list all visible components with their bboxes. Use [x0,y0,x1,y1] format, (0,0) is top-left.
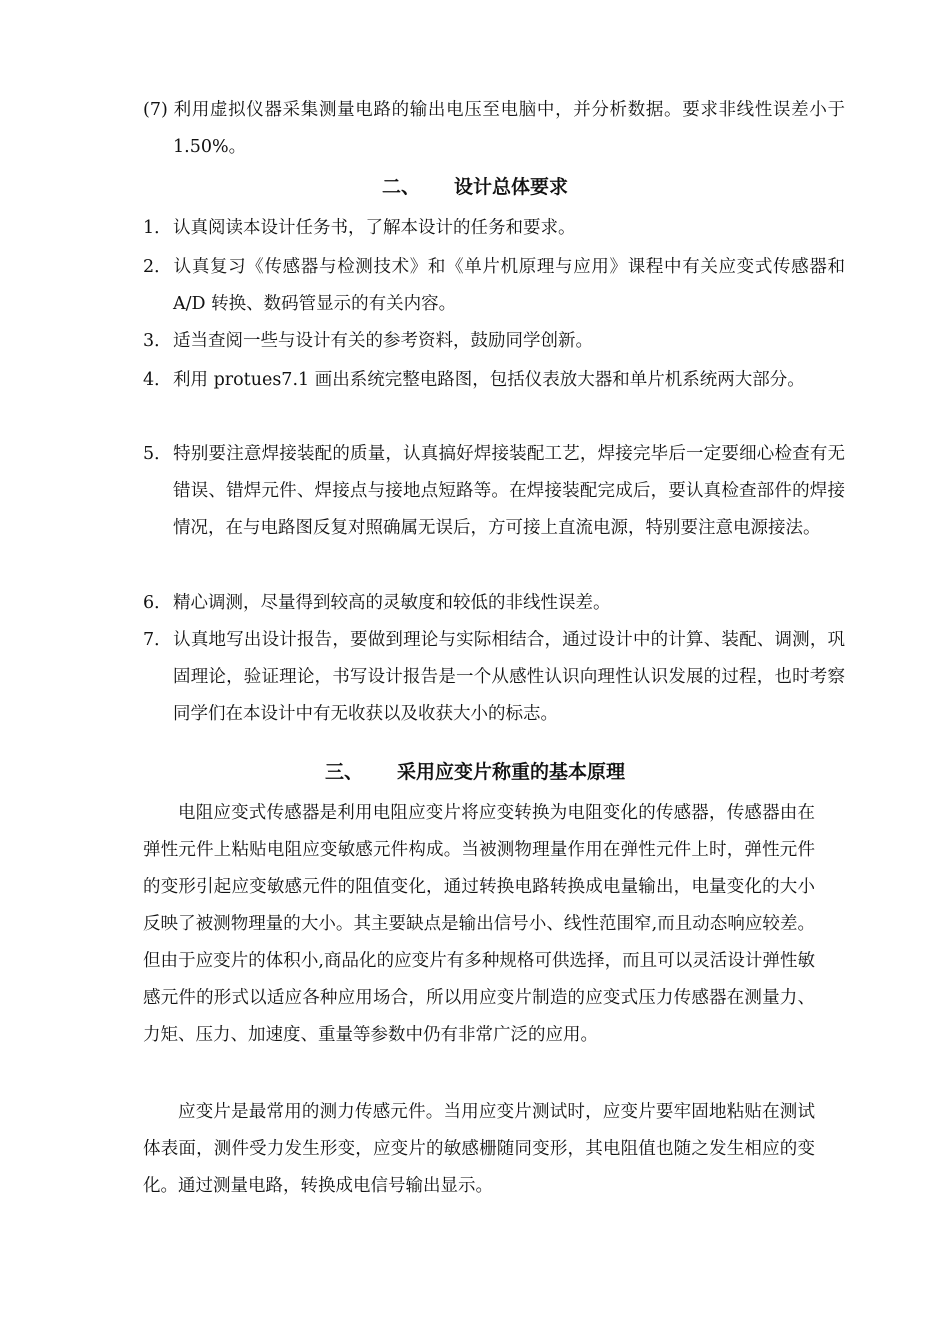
section-number: 二、 [381,176,420,198]
body-paragraph: 应变片是最常用的测力传感元件。当用应变片测试时，应变片要牢固地粘贴在测试体表面，测件受力发生形变，应变片的敏感栅随同变形，其电阻值也随之发生相应的变化。通过测量电路，转换成电信号输出显示。 [143,1102,815,1196]
list-item-number: 1． [143,218,172,238]
list-item-text: 利用虚拟仪器采集测量电路的输出电压至电脑中，并分析数据。要求非线性误差小于 1.50%。 [173,100,845,157]
section-heading-3 [0,757,950,784]
list-item-text: 利用 protues7.1 画出系统完整电路图，包括仪表放大器和单片机系统两大部分。 [173,370,805,390]
section-number: 三、 [324,761,363,783]
list-item-text: 认真阅读本设计任务书，了解本设计的任务和要求。 [173,218,576,238]
section-heading-2 [0,172,950,199]
list-item-number: 4． [143,370,172,390]
list-item [143,323,845,360]
list-item-number: 5． [143,444,172,464]
list-item-text: 适当查阅一些与设计有关的参考资料，鼓励同学创新。 [173,331,593,351]
list-item-number: 6． [143,593,172,613]
list-item-number: (7) [143,100,168,120]
list-item-number: 2． [143,257,172,277]
list-item-text: 精心调测，尽量得到较高的灵敏度和较低的非线性误差。 [173,593,611,613]
body-paragraph: 电阻应变式传感器是利用电阻应变片将应变转换为电阻变化的传感器，传感器由在弹性元件上粘贴电阻应变敏感元件构成。当被测物理量作用在弹性元件上时，弹性元件的变形引起应变敏感元件的阻值变化，通过转换电路转换成电量输出，电量变化的大小反映了被测物理量的大小。其主要缺点是输出信号小、线性范围窄,而且动态响应较差。但由于应变片的体积小,商品化的应变片有多种规格可供选择，而且可以灵活设计弹性敏感元件的形式以适应各种应用场合，所以用应变片制造的应变式压力传感器在测量力、力矩、压力、加速度、重量等参数中仍有非常广泛的应用。 [143,803,815,1045]
list-item [143,210,845,247]
list-item-text: 特别要注意焊接装配的质量，认真搞好焊接装配工艺，焊接完毕后一定要细心检查有无错误、错焊元件、焊接点与接地点短路等。在焊接装配完成后，要认真检查部件的焊接情况，在与电路图反复对照确属无误后，方可接上直流电源，特别要注意电源接法。 [173,444,845,538]
list-item-number: 7． [143,630,172,650]
section-title: 设计总体要求 [454,176,569,198]
list-item-7 [143,92,845,166]
list-item [143,622,845,733]
section-title: 采用应变片称重的基本原理 [397,761,626,783]
list-item-number: 3． [143,331,172,351]
list-item [143,249,845,323]
list-item-text: 认真地写出设计报告，要做到理论与实际相结合，通过设计中的计算、装配、调测，巩固理论，验证理论，书写设计报告是一个从感性认识向理性认识发展的过程，也时考察同学们在本设计中有无收获以及收获大小的标志。 [173,630,845,724]
list-item [143,585,845,622]
list-item [143,436,845,547]
list-item [143,362,815,399]
list-item-text: 认真复习《传感器与检测技术》和《单片机原理与应用》课程中有关应变式传感器和 A/D 转换、数码管显示的有关内容。 [173,257,845,314]
